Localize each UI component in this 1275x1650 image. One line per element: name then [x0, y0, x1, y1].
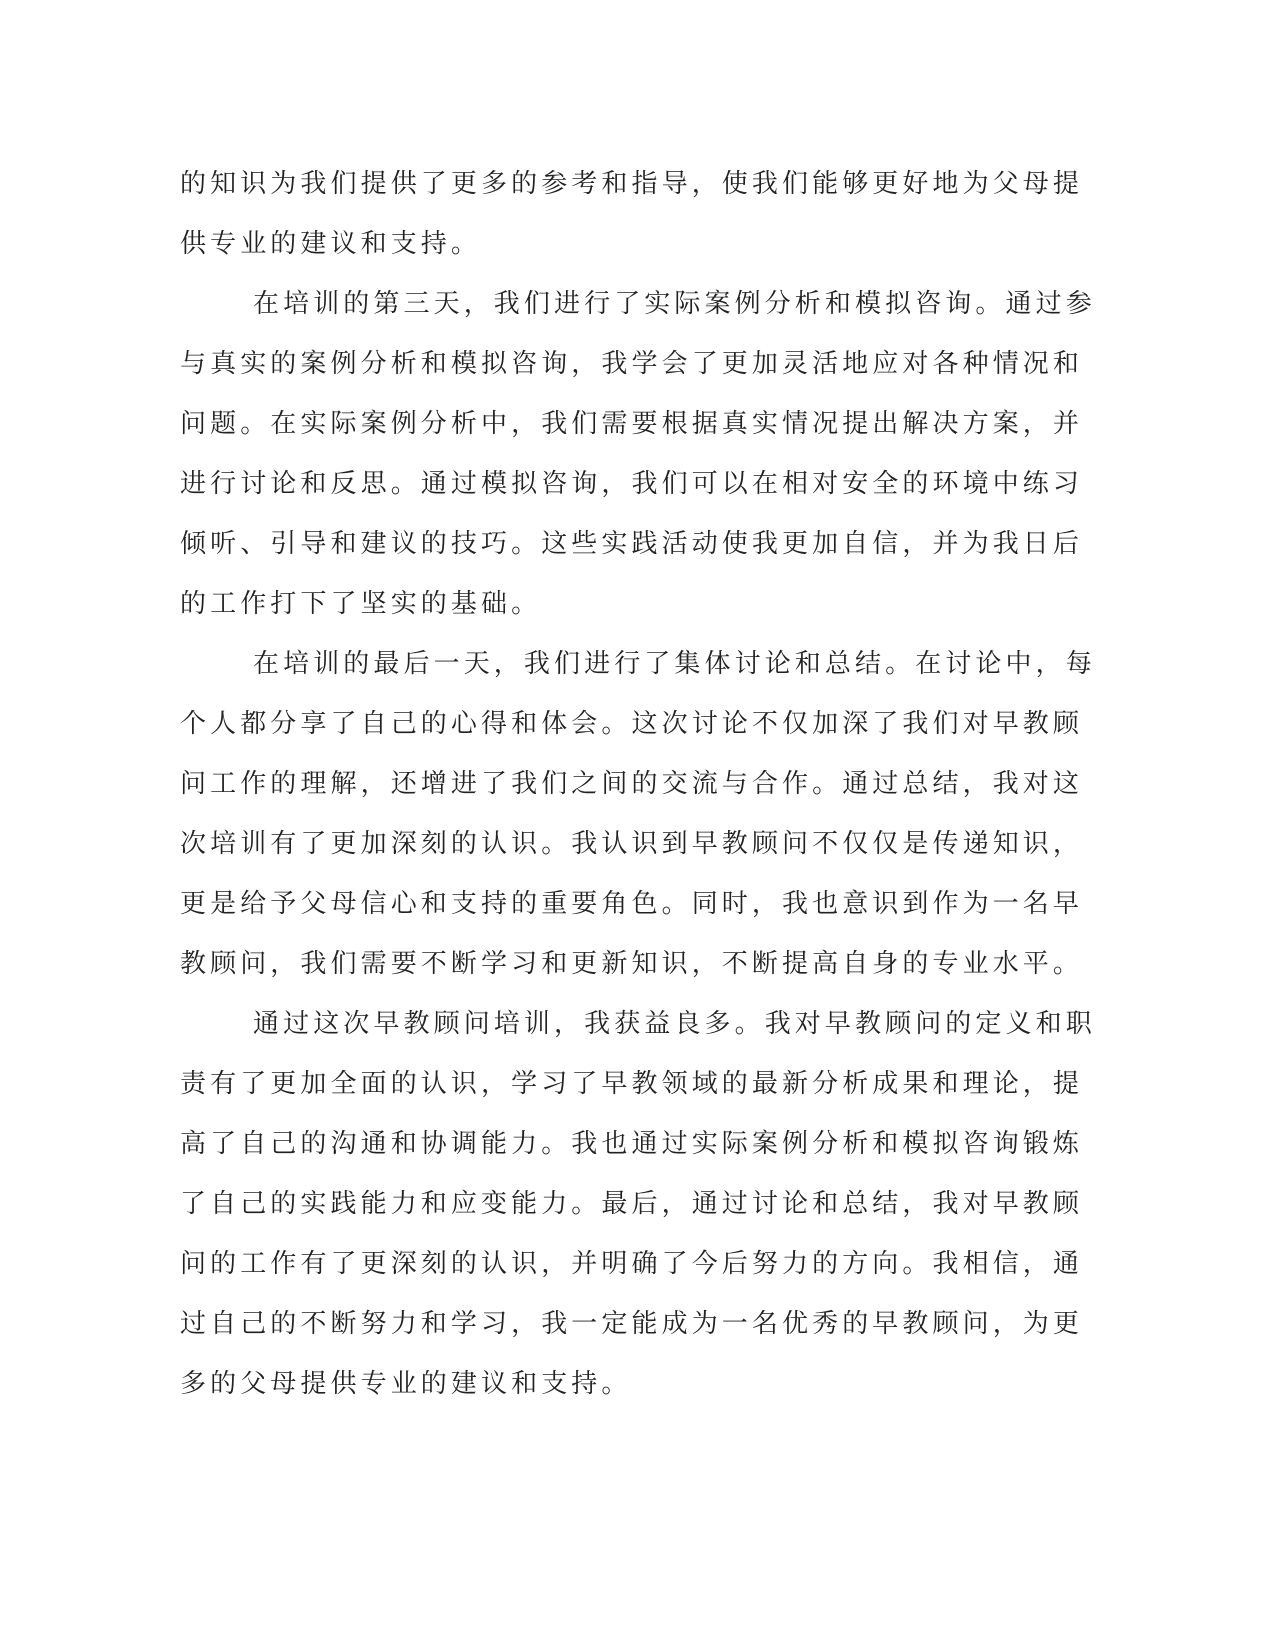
text-line: 过自己的不断努力和学习，我一定能成为一名优秀的早教顾问，为更	[180, 1309, 1084, 1339]
text-line: 问的工作有了更深刻的认识，并明确了今后努力的方向。我相信，通	[180, 1249, 1084, 1279]
text-line: 多的父母提供专业的建议和支持。	[180, 1369, 632, 1399]
text-line: 次培训有了更加深刻的认识。我认识到早教顾问不仅仅是传递知识，	[180, 829, 1084, 859]
text-line: 更是给予父母信心和支持的重要角色。同时，我也意识到作为一名早	[180, 889, 1084, 919]
text-line: 与真实的案例分析和模拟咨询，我学会了更加灵活地应对各种情况和	[180, 349, 1084, 379]
text-line: 进行讨论和反思。通过模拟咨询，我们可以在相对安全的环境中练习	[180, 469, 1084, 499]
text-line: 了自己的实践能力和应变能力。最后，通过讨论和总结，我对早教顾	[180, 1189, 1084, 1219]
text-line: 的知识为我们提供了更多的参考和指导，使我们能够更好地为父母提	[180, 169, 1084, 199]
text-line: 倾听、引导和建议的技巧。这些实践活动使我更加自信，并为我日后	[180, 529, 1084, 559]
text-line: 高了自己的沟通和协调能力。我也通过实际案例分析和模拟咨询锻炼	[180, 1129, 1084, 1159]
text-line: 问工作的理解，还增进了我们之间的交流与合作。通过总结，我对这	[180, 769, 1084, 799]
text-line: 的工作打下了坚实的基础。	[180, 589, 542, 619]
text-line: 教顾问，我们需要不断学习和更新知识，不断提高自身的专业水平。	[180, 949, 1084, 979]
document-body	[180, 154, 1096, 1414]
text-line: 问题。在实际案例分析中，我们需要根据真实情况提出解决方案，并	[180, 409, 1084, 439]
text-line: 供专业的建议和支持。	[180, 229, 482, 259]
paragraph-first-line: 通过这次早教顾问培训，我获益良多。我对早教顾问的定义和职	[253, 1009, 1096, 1039]
paragraph-first-line: 在培训的第三天，我们进行了实际案例分析和模拟咨询。通过参	[253, 289, 1096, 319]
paragraph-first-line: 在培训的最后一天，我们进行了集体讨论和总结。在讨论中，每	[253, 649, 1096, 679]
text-line: 个人都分享了自己的心得和体会。这次讨论不仅加深了我们对早教顾	[180, 709, 1084, 739]
text-line: 责有了更加全面的认识，学习了早教领域的最新分析成果和理论，提	[180, 1069, 1084, 1099]
